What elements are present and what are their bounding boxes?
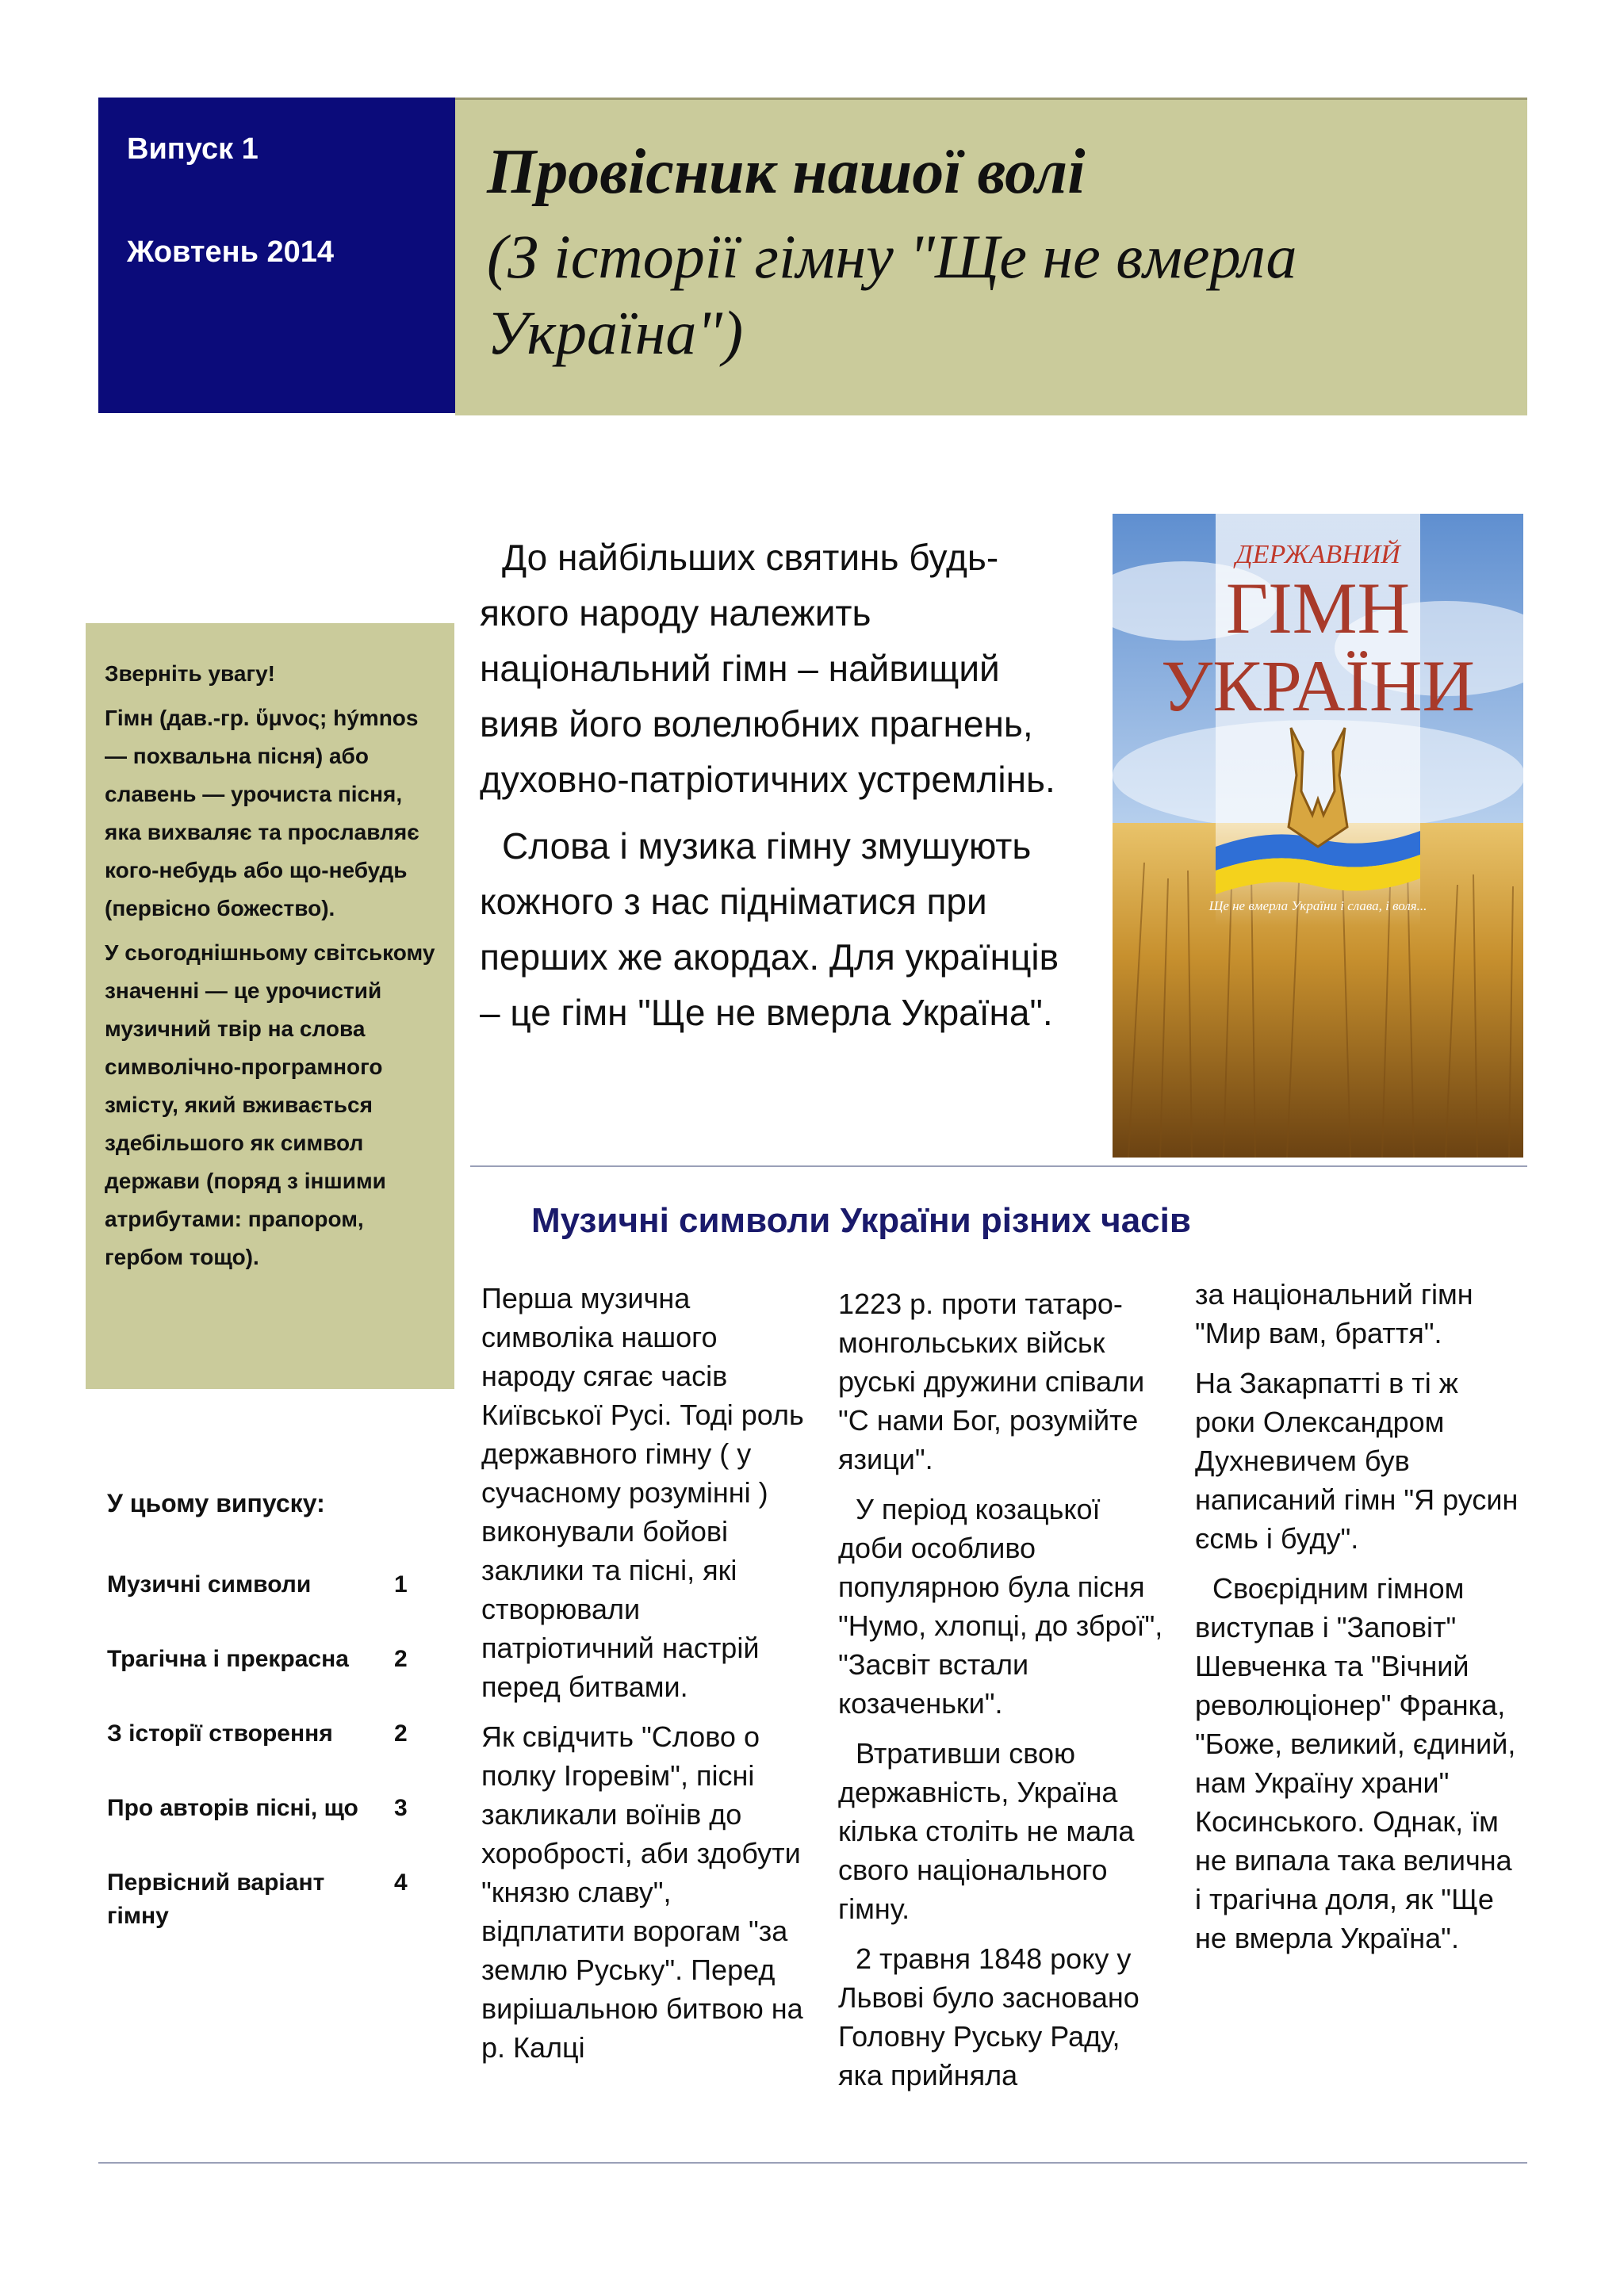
- section-heading: Музичні символи України різних часів: [531, 1201, 1191, 1240]
- toc-item-label: Музичні символи: [107, 1571, 312, 1598]
- page-title: Провісник нашої волі: [487, 137, 1086, 207]
- cover-illustration: [1113, 514, 1523, 1158]
- toc-item-page: 1: [394, 1571, 408, 1598]
- toc-item-label: З історії створення: [107, 1720, 333, 1747]
- issue-number: Випуск 1: [127, 132, 259, 166]
- sidebar-heading: Зверніть увагу!: [105, 661, 276, 686]
- toc-item-page: 2: [394, 1646, 408, 1672]
- page-subtitle: (З історії гімну "Ще не вмерла Україна"): [487, 222, 1297, 367]
- anthem-book-cover-image: [1113, 514, 1523, 1158]
- title-box: [455, 98, 1527, 415]
- article-paragraph: Перша музична символіка нашого народу сягає часів Київської Русі. Тоді роль державного гімну ( у сучасному розумінні ) виконували бойові заклики та пісні, які створювали патріотичний настрій перед битвами.: [481, 1282, 804, 1703]
- sidebar-note: [86, 623, 454, 1389]
- article-column-1: [481, 1279, 806, 2078]
- toc-item-label: Трагічна і прекрасна: [107, 1646, 349, 1672]
- toc-item-label: Первісний варіант гімну: [107, 1869, 325, 1929]
- article-column-3: [1195, 1275, 1520, 1969]
- article-paragraph: Своєрідним гімном виступав і "Заповіт" Шевченка та "Вічний революціонер" Франка, "Боже, великий, єдиний, нам Україну храни" Косинського. Однак, їм не випала така велична і трагічна доля, як "Ще не вмерла Україна".: [1195, 1572, 1516, 1954]
- article-paragraph: На Закарпатті в ті ж роки Олександром Духневичем був написаний гімн "Я русин єсмь і буду".: [1195, 1367, 1519, 1555]
- intro-paragraph: До найбільших святинь будь-якого народу належить національний гімн – найвищий вияв його волелюбних прагнень, духовно-патріотичних устремлінь.: [480, 537, 1055, 800]
- article-paragraph: 2 травня 1848 року у Львові було засновано Головну Руську Раду, яка прийняла: [838, 1942, 1139, 2091]
- divider: [470, 1165, 1527, 1167]
- cover-word-2: УКРАЇНИ: [1161, 645, 1475, 726]
- toc-item-page: 2: [394, 1720, 408, 1747]
- divider: [98, 2162, 1527, 2164]
- article-paragraph: 1223 р. проти татаро-монгольських військ руські дружини співали "С нами Бог, розумійте язици".: [838, 1288, 1145, 1475]
- intro-paragraph: Слова і музика гімну змушують кожного з нас підніматися при перших же акордах. Для українців – це гімн "Ще не вмерла Україна".: [480, 825, 1059, 1033]
- intro-text: [480, 530, 1082, 1051]
- cover-word-1: ГІМН: [1225, 568, 1411, 649]
- issue-box: [98, 98, 455, 413]
- toc-title: У цьому випуску:: [107, 1489, 325, 1517]
- article-paragraph: Втративши свою державність, Україна кілька століть не мала свого національного гімну.: [838, 1737, 1135, 1925]
- sidebar-paragraph: Гімн (дав.-гр. ὕμνος; hýmnos — похвальна пісня) або славень — урочиста пісня, яка вихваляє та прославляє кого-небудь або що-небудь (первісно божество).: [105, 706, 419, 920]
- cover-verse: Ще не вмерла України і слава, і воля...: [1208, 898, 1427, 913]
- article-paragraph: У період козацької доби особливо популярною була пісня "Нумо, хлопці, до зброї", "Засвіт встали козаченьки".: [838, 1493, 1163, 1720]
- article-paragraph: Як свідчить "Слово о полку Ігоревім", пісні закликали воїнів до хоробрості, аби здобути "князю славу", відплатити ворогам "за землю Руську". Перед вирішальною битвою на р. Калці: [481, 1720, 803, 2064]
- toc-item-page: 3: [394, 1795, 408, 1821]
- cover-top-line: ДЕРЖАВНИЙ: [1235, 540, 1400, 569]
- sidebar-paragraph: У сьогоднішньому світському значенні — це урочистий музичний твір на слова символічно-програмного змісту, який вживається здебільшого як символ держави (поряд з іншими атрибутами: прапором, гербом тощо).: [105, 940, 435, 1269]
- toc-item-label: Про авторів пісні, що: [107, 1795, 358, 1821]
- toc-item-page: 4: [394, 1869, 408, 1896]
- article-paragraph: за національний гімн "Мир вам, браття".: [1195, 1278, 1473, 1349]
- issue-date: Жовтень 2014: [127, 235, 335, 269]
- article-column-2: [838, 1284, 1171, 2106]
